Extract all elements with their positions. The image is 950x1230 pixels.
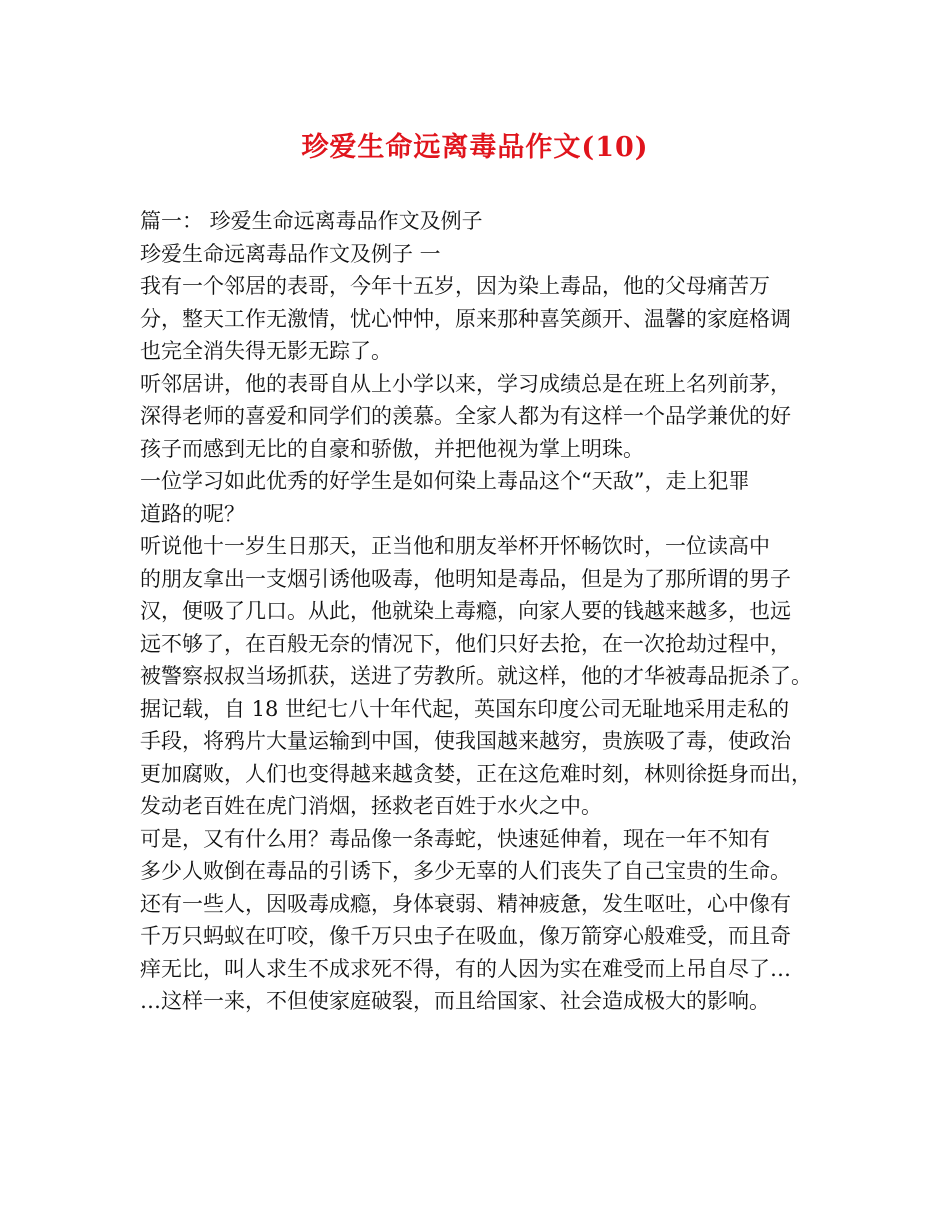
text-line: 更加腐败，人们也变得越来越贪婪，正在这危难时刻，林则徐挺身而出， [140, 761, 812, 786]
text-line: 千万只蚂蚁在叮咬，像千万只虫子在吸血，像万箭穿心般难受，而且奇 [140, 924, 791, 948]
text-line: 一位学习如此优秀的好学生是如何染上毒品这个“天敌”，走上犯罪 [140, 469, 750, 493]
text-line: 深得老师的喜爱和同学们的羡慕。全家人都为有这样一个品学兼优的好 [140, 404, 791, 428]
document-title: 珍爱生命远离毒品作文(10) [301, 132, 649, 163]
section-heading: 篇一： 珍爱生命远离毒品作文及例子 [140, 209, 483, 233]
text-line: 痒无比，叫人求生不成求死不得，有的人因为实在难受而上吊自尽了… [140, 956, 791, 981]
text-line: 孩子而感到无比的自豪和骄傲，并把他视为掌上明珠。 [140, 436, 644, 461]
text-line: 听邻居讲，他的表哥自从上小学以来，学习成绩总是在班上名列前茅， [140, 371, 791, 396]
text-line: 据记载，自 18 世纪七八十年代起，英国东印度公司无耻地采用走私的 [140, 696, 790, 721]
text-line: 道路的呢？ [140, 501, 245, 526]
text-line: 被警察叔叔当场抓获，送进了劳教所。就这样，他的才华被毒品扼杀了。 [140, 664, 812, 688]
text-line: 多少人败倒在毒品的引诱下，多少无辜的人们丧失了自己宝贵的生命。 [140, 859, 791, 883]
text-line: 我有一个邻居的表哥，今年十五岁，因为染上毒品，他的父母痛苦万 [140, 274, 770, 298]
document-body [140, 205, 830, 1018]
text-line: 也完全消失得无影无踪了。 [140, 339, 392, 363]
text-line: 发动老百姓在虎门消烟，拯救老百姓于水火之中。 [140, 794, 602, 818]
text-line: 手段，将鸦片大量运输到中国，使我国越来越穷，贵族吸了毒，使政治 [140, 729, 791, 753]
text-line: 可是，又有什么用？毒品像一条毒蛇，快速延伸着，现在一年不知有 [140, 826, 770, 851]
text-line: 还有一些人，因吸毒成瘾，身体衰弱、精神疲惫，发生呕吐，心中像有 [140, 891, 791, 916]
text-line: 的朋友拿出一支烟引诱他吸毒，他明知是毒品，但是为了那所谓的男子 [140, 566, 791, 591]
text-line: 远不够了，在百般无奈的情况下，他们只好去抢，在一次抢劫过程中， [140, 631, 791, 656]
text-line: 分，整天工作无激情，忧心忡忡，原来那种喜笑颜开、温馨的家庭格调 [140, 306, 791, 331]
text-line: …这样一来，不但使家庭破裂，而且给国家、社会造成极大的影响。 [140, 989, 770, 1013]
subheading: 珍爱生命远离毒品作文及例子 一 [140, 241, 441, 266]
text-line: 汉，便吸了几口。从此，他就染上毒瘾，向家人要的钱越来越多，也远 [140, 599, 791, 623]
text-line: 听说他十一岁生日那天，正当他和朋友举杯开怀畅饮时，一位读高中 [140, 534, 770, 558]
